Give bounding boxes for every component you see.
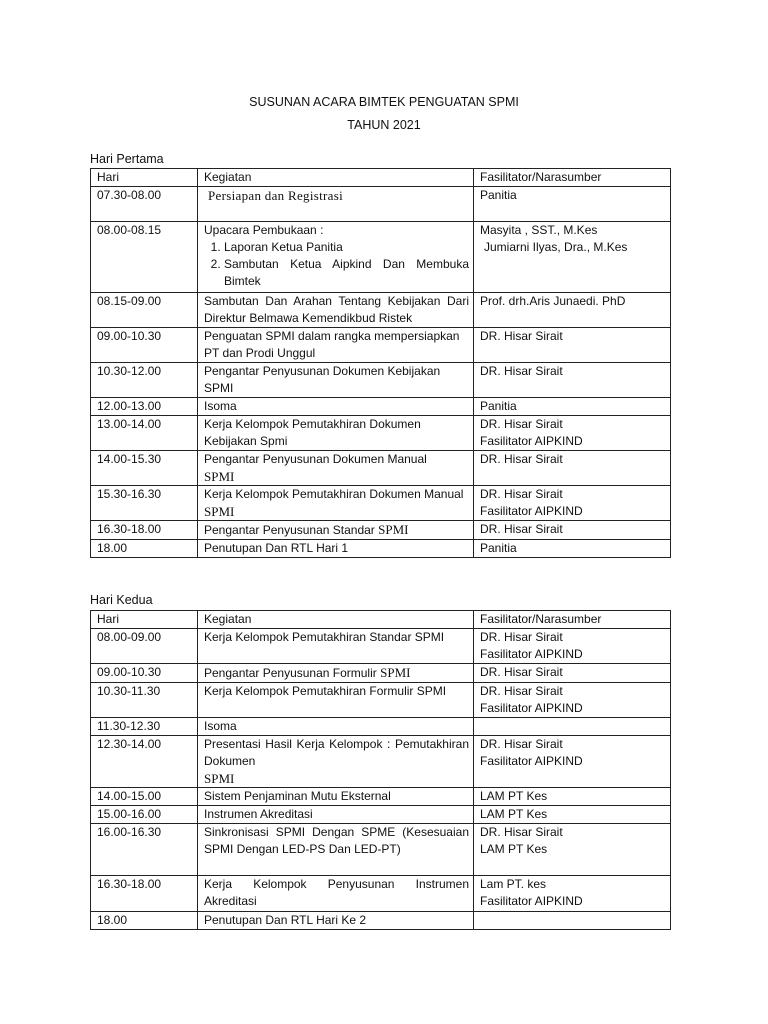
activity-text: Kerja Kelompok Pemutakhiran Dokumen Manual xyxy=(204,487,464,501)
facilitator-name: Fasilitator AIPKIND xyxy=(480,701,583,715)
row-time: 15.00-16.00 xyxy=(91,806,198,824)
facilitator-name: DR. Hisar Sirait xyxy=(480,630,563,644)
row-time: 09.00-10.30 xyxy=(91,664,198,683)
table-row xyxy=(91,718,671,736)
table-row xyxy=(91,521,671,540)
document-title: SUSUNAN ACARA BIMTEK PENGUATAN SPMI xyxy=(249,95,519,109)
table-row xyxy=(91,328,671,363)
activity-text: Upacara Pembukaan : xyxy=(204,223,324,237)
table-header-row xyxy=(91,611,671,629)
activity-text: Presentasi Hasil Kerja Kelompok : Pemutakhiran Dokumen xyxy=(204,737,469,768)
row-activity: Kerja Kelompok Penyusunan Instrumen Akreditasi xyxy=(198,876,474,912)
table-row xyxy=(91,824,671,876)
facilitator-name: Fasilitator AIPKIND xyxy=(480,754,583,768)
activity-list xyxy=(204,239,469,290)
table-header-row xyxy=(91,169,671,187)
facilitator-name: Lam PT. kes xyxy=(480,877,547,891)
activity-text-spmi: SPMI xyxy=(204,469,235,484)
row-activity: Isoma xyxy=(198,398,474,416)
activity-text-spmi: SPMI xyxy=(204,771,235,786)
activity-text-spmi: SPMI xyxy=(380,665,411,680)
facilitator-name: Fasilitator AIPKIND xyxy=(480,504,583,518)
row-facilitator xyxy=(474,788,671,806)
facilitator-name: Panitia xyxy=(480,188,517,202)
table-row xyxy=(91,451,671,486)
row-activity xyxy=(198,187,474,222)
table-row xyxy=(91,293,671,328)
table-row xyxy=(91,540,671,558)
table-row xyxy=(91,398,671,416)
row-time: 14.00-15.30 xyxy=(91,451,198,486)
row-activity: Instrumen Akreditasi xyxy=(198,806,474,824)
row-activity: Sambutan Dan Arahan Tentang Kebijakan Dari Direktur Belmawa Kemendikbud Ristek xyxy=(198,293,474,328)
row-facilitator xyxy=(474,187,671,222)
table-row xyxy=(91,876,671,912)
table-row xyxy=(91,187,671,222)
facilitator-name: Fasilitator AIPKIND xyxy=(480,894,583,908)
day2-schedule-table xyxy=(90,610,671,930)
facilitator-name: DR. Hisar Sirait xyxy=(480,329,563,343)
facilitator-name: DR. Hisar Sirait xyxy=(480,417,563,431)
row-facilitator xyxy=(474,912,671,930)
row-facilitator xyxy=(474,629,671,664)
facilitator-name: LAM PT Kes xyxy=(480,807,548,821)
row-facilitator xyxy=(474,806,671,824)
activity-text: Pengantar Penyusunan Formulir xyxy=(204,666,377,680)
table-row xyxy=(91,736,671,788)
row-facilitator xyxy=(474,736,671,788)
table-row xyxy=(91,416,671,451)
header-hari: Hari xyxy=(91,611,198,629)
day2-label: Hari Kedua xyxy=(90,593,153,607)
row-time: 07.30-08.00 xyxy=(91,187,198,222)
row-time: 16.00-16.30 xyxy=(91,824,198,876)
row-facilitator xyxy=(474,664,671,683)
row-facilitator xyxy=(474,824,671,876)
row-activity xyxy=(198,521,474,540)
row-facilitator xyxy=(474,451,671,486)
table-row xyxy=(91,629,671,664)
activity-text: Persiapan dan Registrasi xyxy=(208,188,344,203)
row-time: 12.00-13.00 xyxy=(91,398,198,416)
row-facilitator xyxy=(474,876,671,912)
table-row xyxy=(91,912,671,930)
activity-text-spmi: SPMI xyxy=(378,522,409,537)
table-row xyxy=(91,664,671,683)
row-facilitator xyxy=(474,398,671,416)
day1-schedule-table xyxy=(90,168,671,558)
header-fasilitator: Fasilitator/Narasumber xyxy=(474,169,671,187)
facilitator-name: Panitia xyxy=(480,541,517,555)
row-time: 18.00 xyxy=(91,912,198,930)
row-activity: Kerja Kelompok Pemutakhiran Standar SPMI xyxy=(198,629,474,664)
activity-text: Pengantar Penyusunan Dokumen Manual xyxy=(204,452,427,466)
header-kegiatan: Kegiatan xyxy=(198,169,474,187)
row-time: 08.00-09.00 xyxy=(91,629,198,664)
day1-label: Hari Pertama xyxy=(90,152,164,166)
row-time: 12.30-14.00 xyxy=(91,736,198,788)
row-activity xyxy=(198,664,474,683)
row-time: 10.30-11.30 xyxy=(91,683,198,718)
activity-text-spmi: SPMI xyxy=(204,504,235,519)
facilitator-name: LAM PT Kes xyxy=(480,842,548,856)
document-year: TAHUN 2021 xyxy=(347,118,421,132)
list-item: 1. Laporan Ketua Panitia xyxy=(224,239,469,256)
table-row xyxy=(91,683,671,718)
row-time: 13.00-14.00 xyxy=(91,416,198,451)
row-facilitator xyxy=(474,683,671,718)
table-row xyxy=(91,222,671,293)
facilitator-name: DR. Hisar Sirait xyxy=(480,452,563,466)
row-time: 11.30-12.30 xyxy=(91,718,198,736)
facilitator-name: Prof. drh.Aris Junaedi. PhD xyxy=(480,294,626,308)
facilitator-name: Jumiarni Ilyas, Dra., M.Kes xyxy=(484,240,628,254)
row-time: 15.30-16.30 xyxy=(91,486,198,521)
row-facilitator xyxy=(474,416,671,451)
row-time: 08.15-09.00 xyxy=(91,293,198,328)
facilitator-name: Fasilitator AIPKIND xyxy=(480,434,583,448)
row-facilitator xyxy=(474,486,671,521)
header-kegiatan: Kegiatan xyxy=(198,611,474,629)
row-time: 16.30-18.00 xyxy=(91,876,198,912)
facilitator-name: DR. Hisar Sirait xyxy=(480,522,563,536)
row-activity xyxy=(198,222,474,293)
facilitator-name: Panitia xyxy=(480,399,517,413)
table-row xyxy=(91,363,671,398)
facilitator-name: DR. Hisar Sirait xyxy=(480,737,563,751)
facilitator-name: DR. Hisar Sirait xyxy=(480,487,563,501)
row-time: 10.30-12.00 xyxy=(91,363,198,398)
row-facilitator xyxy=(474,521,671,540)
row-activity: Isoma xyxy=(198,718,474,736)
row-activity: Penutupan Dan RTL Hari Ke 2 xyxy=(198,912,474,930)
activity-text: Pengantar Penyusunan Standar xyxy=(204,523,375,537)
row-facilitator xyxy=(474,363,671,398)
row-time: 16.30-18.00 xyxy=(91,521,198,540)
list-item: 2. Sambutan Ketua Aipkind Dan Membuka Bimtek xyxy=(224,256,469,290)
table-row xyxy=(91,486,671,521)
row-time: 18.00 xyxy=(91,540,198,558)
header-hari: Hari xyxy=(91,169,198,187)
row-activity xyxy=(198,736,474,788)
facilitator-name: DR. Hisar Sirait xyxy=(480,684,563,698)
row-activity xyxy=(198,486,474,521)
row-facilitator xyxy=(474,222,671,293)
facilitator-name: Fasilitator AIPKIND xyxy=(480,647,583,661)
row-facilitator xyxy=(474,328,671,363)
row-activity: Kerja Kelompok Pemutakhiran Formulir SPMI xyxy=(198,683,474,718)
table-row xyxy=(91,788,671,806)
row-activity xyxy=(198,451,474,486)
row-time: 09.00-10.30 xyxy=(91,328,198,363)
header-fasilitator: Fasilitator/Narasumber xyxy=(474,611,671,629)
facilitator-name: LAM PT Kes xyxy=(480,789,548,803)
facilitator-name: Masyita , SST., M.Kes xyxy=(480,223,598,237)
row-activity: Pengantar Penyusunan Dokumen Kebijakan SPMI xyxy=(198,363,474,398)
row-activity: Penguatan SPMI dalam rangka mempersiapkan PT dan Prodi Unggul xyxy=(198,328,474,363)
facilitator-name: DR. Hisar Sirait xyxy=(480,665,563,679)
table-row xyxy=(91,806,671,824)
row-activity: Sistem Penjaminan Mutu Eksternal xyxy=(198,788,474,806)
row-time: 08.00-08.15 xyxy=(91,222,198,293)
facilitator-name: DR. Hisar Sirait xyxy=(480,364,563,378)
row-activity: Kerja Kelompok Pemutakhiran Dokumen Kebijakan Spmi xyxy=(198,416,474,451)
row-time: 14.00-15.00 xyxy=(91,788,198,806)
row-activity: Sinkronisasi SPMI Dengan SPME (Kesesuaian SPMI Dengan LED-PS Dan LED-PT) xyxy=(198,824,474,876)
row-facilitator xyxy=(474,540,671,558)
row-facilitator xyxy=(474,718,671,736)
row-activity: Penutupan Dan RTL Hari 1 xyxy=(198,540,474,558)
row-facilitator xyxy=(474,293,671,328)
facilitator-name: DR. Hisar Sirait xyxy=(480,825,563,839)
